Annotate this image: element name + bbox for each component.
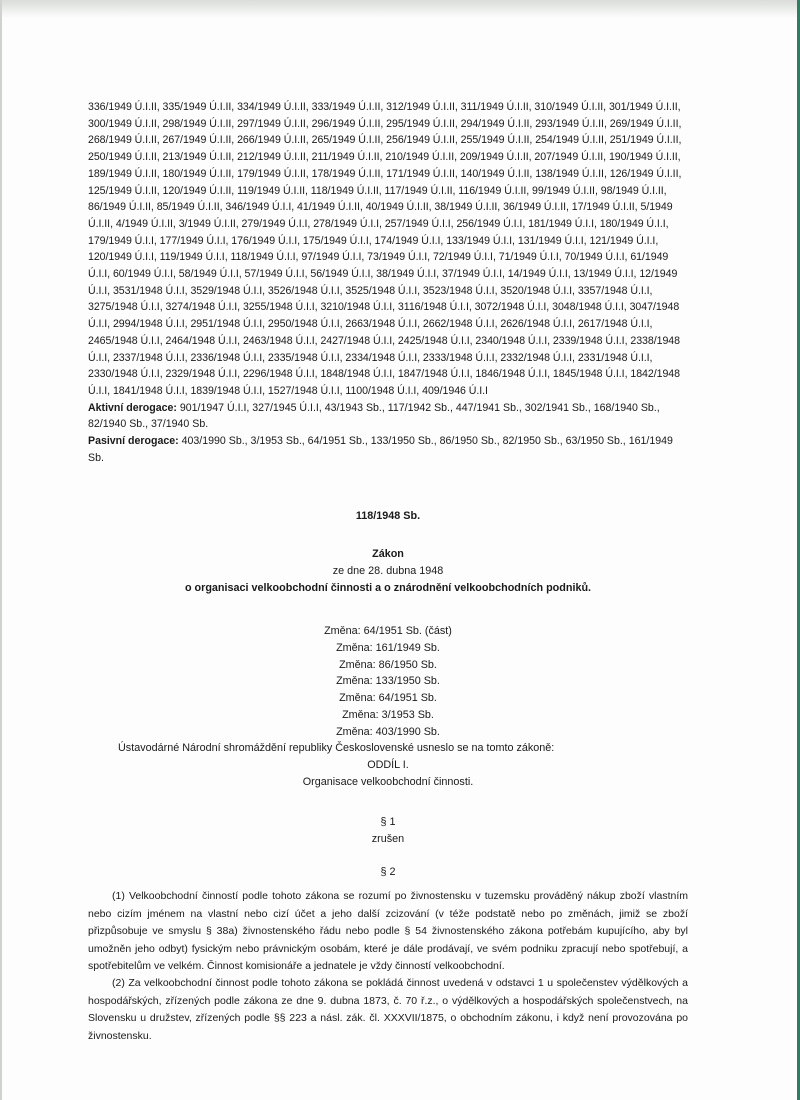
paragraph-2-label: § 2	[380, 865, 396, 878]
law-date: ze dne 28. dubna 1948	[332, 564, 444, 577]
paragraph-1-text: zrušen	[371, 833, 405, 846]
preamble: Ústavodárné Národní shromáždění republiky Československé usneslo se na tomto zákoně:	[118, 742, 555, 755]
paragraph-2-clause-1: (1) Velkoobchodní činností podle tohoto zákona se rozumí po živnostensku v tuzemsku prováděný nákup zboží vlastním nebo cizím jménem na vlastní nebo cizí účet a jeho další zcizování (v téže podstatě nebo po změnách, jimiž se zboží přizpůsobuje ve smyslu § 38a) živnostenského řádu nebo podle § 54 živnostenského zákona potřebám kupujícího, aby byl umožněn jeho odbyt) fysickým nebo právnickým osobám, které je dále prodávají, ve svém podniku zpracují nebo spotřebují, a spotřebitelům ve velkém. Činnost komisionáře a jednatele je vždy činností velkoobchodní.	[88, 890, 688, 973]
section-label: ODDÍL I.	[367, 758, 409, 771]
active-derogations-label: Aktivní derogace:	[88, 401, 177, 414]
scan-left-edge	[0, 0, 2, 1100]
law-type: Zákon	[372, 548, 404, 561]
change-item: Změna: 64/1951 Sb. (část)	[324, 625, 452, 638]
change-item: Změna: 161/1949 Sb.	[336, 641, 440, 654]
change-item: Změna: 86/1950 Sb.	[339, 658, 437, 671]
active-derogations-value: 901/1947 Ú.I.I, 327/1945 Ú.I.I, 43/1943 Sb., 117/1942 Sb., 447/1941 Sb., 302/1941 Sb., 168/1940 Sb., 82/1940 Sb., 37/1940 Sb.	[88, 401, 660, 431]
paragraph-1-label: § 1	[380, 816, 396, 829]
change-item: Změna: 3/1953 Sb.	[342, 708, 434, 721]
law-number: 118/1948 Sb.	[355, 510, 421, 523]
registry-list: 336/1949 Ú.I.II, 335/1949 Ú.I.II, 334/1949 Ú.I.II, 333/1949 Ú.I.II, 312/1949 Ú.I.II, 311/1949 Ú.I.II, 310/1949 Ú.I.II, 301/1949 Ú.I.II, 300/1949 Ú.I.II, 298/1949 Ú.I.II, 297/1949 Ú.I.II, 296/1949 Ú.I.II, 295/1949 Ú.I.II, 294/1949 Ú.I.II, 293/1949 Ú.I.II, 269/1949 Ú.I.II, 268/1949 Ú.I.II, 267/1949 Ú.I.II, 266/1949 Ú.I.II, 265/1949 Ú.I.II, 256/1949 Ú.I.II, 255/1949 Ú.I.II, 254/1949 Ú.I.II, 251/1949 Ú.I.II, 250/1949 Ú.I.II, 213/1949 Ú.I.II, 212/1949 Ú.I.II, 211/1949 Ú.I.II, 210/1949 Ú.I.II, 209/1949 Ú.I.II, 207/1949 Ú.I.II, 190/1949 Ú.I.II, 189/1949 Ú.I.II, 180/1949 Ú.I.II, 179/1949 Ú.I.II, 178/1949 Ú.I.II, 171/1949 Ú.I.II, 140/1949 Ú.I.II, 138/1949 Ú.I.II, 126/1949 Ú.I.II, 125/1949 Ú.I.II, 120/1949 Ú.I.II, 119/1949 Ú.I.II, 118/1949 Ú.I.II, 117/1949 Ú.I.II, 116/1949 Ú.I.II, 99/1949 Ú.I.II, 98/1949 Ú.I.II, 86/1949 Ú.I.II, 85/1949 Ú.I.II, 346/1949 Ú.I.I, 41/1949 Ú.I.II, 40/1949 Ú.I.II, 38/1949 Ú.I.II, 36/1949 Ú.I.II, 17/1949 Ú.I.II, 5/1949 Ú.I.II, 4/1949 Ú.I.II, 3/1949 Ú.I.II, 279/1949 Ú.I.I, 278/1949 Ú.I.I, 257/1949 Ú.I.I, 256/1949 Ú.I.I, 181/1949 Ú.I.I, 180/1949 Ú.I.I, 179/1949 Ú.I.I, 177/1949 Ú.I.I, 176/1949 Ú.I.I, 175/1949 Ú.I.I, 174/1949 Ú.I.I, 133/1949 Ú.I.I, 131/1949 Ú.I.I, 121/1949 Ú.I.I, 120/1949 Ú.I.I, 119/1949 Ú.I.I, 118/1949 Ú.I.I, 97/1949 Ú.I.I, 73/1949 Ú.I.I, 72/1949 Ú.I.I, 71/1949 Ú.I.I, 70/1949 Ú.I.I, 61/1949 Ú.I.I, 60/1949 Ú.I.I, 58/1949 Ú.I.I, 57/1949 Ú.I.I, 56/1949 Ú.I.I, 38/1949 Ú.I.I, 37/1949 Ú.I.I, 14/1949 Ú.I.I, 13/1949 Ú.I.I, 12/1949 Ú.I.I, 3531/1948 Ú.I.I, 3529/1948 Ú.I.I, 3526/1948 Ú.I.I, 3525/1948 Ú.I.I, 3523/1948 Ú.I.I, 3520/1948 Ú.I.I, 3357/1948 Ú.I.I, 3275/1948 Ú.I.I, 3274/1948 Ú.I.I, 3255/1948 Ú.I.I, 3210/1948 Ú.I.I, 3116/1948 Ú.I.I, 3072/1948 Ú.I.I, 3048/1948 Ú.I.I, 3047/1948 Ú.I.I, 2994/1948 Ú.I.I, 2951/1948 Ú.I.I, 2950/1948 Ú.I.I, 2663/1948 Ú.I.I, 2662/1948 Ú.I.I, 2626/1948 Ú.I.I, 2617/1948 Ú.I.I, 2465/1948 Ú.I.I, 2464/1948 Ú.I.I, 2463/1948 Ú.I.I, 2427/1948 Ú.I.I, 2425/1948 Ú.I.I, 2340/1948 Ú.I.I, 2339/1948 Ú.I.I, 2338/1948 Ú.I.I, 2337/1948 Ú.I.I, 2336/1948 Ú.I.I, 2335/1948 Ú.I.I, 2334/1948 Ú.I.I, 2333/1948 Ú.I.I, 2332/1948 Ú.I.I, 2331/1948 Ú.I.I, 2330/1948 Ú.I.I, 2329/1948 Ú.I.I, 2296/1948 Ú.I.I, 1848/1948 Ú.I.I, 1847/1948 Ú.I.I, 1846/1948 Ú.I.I, 1845/1948 Ú.I.I, 1842/1948 Ú.I.I, 1841/1948 Ú.I.I, 1839/1948 Ú.I.I, 1527/1948 Ú.I.I, 1100/1948 Ú.I.I, 409/1946 Ú.I.I	[88, 101, 682, 397]
change-item: Změna: 64/1951 Sb.	[339, 692, 437, 705]
changes-list	[88, 623, 688, 740]
paragraph-2-clause-2: (2) Za velkoobchodní činnost podle tohoto zákona se pokládá činnost uvedená v odstavci 1 u společenstev výdělkových a hospodářských, zřízených podle zákona ze dne 9. dubna 1873, č. 70 ř.z., o výdělkových a hospodářských společenstvech, na Slovensku u družstev, zřízených podle §§ 223 a násl. zák. čl. XXXVII/1875, o obchodním zákonu, i když není provozována po živnostensku.	[88, 977, 688, 1042]
change-item: Změna: 133/1950 Sb.	[336, 675, 440, 688]
law-title: o organisaci velkoobchodní činnosti a o znárodnění velkoobchodních podniků.	[184, 581, 592, 594]
passive-derogations-label: Pasivní derogace:	[88, 435, 179, 448]
passive-derogations-value: 403/1990 Sb., 3/1953 Sb., 64/1951 Sb., 133/1950 Sb., 86/1950 Sb., 82/1950 Sb., 63/1950 Sb., 161/1949 Sb.	[88, 435, 673, 464]
section-title: Organisace velkoobchodní činnosti.	[302, 775, 474, 788]
active-derogations	[88, 400, 688, 433]
scan-top-edge	[0, 0, 800, 18]
document-page	[88, 99, 688, 1045]
passive-derogations	[88, 433, 688, 466]
change-item: Změna: 403/1990 Sb.	[336, 725, 440, 738]
